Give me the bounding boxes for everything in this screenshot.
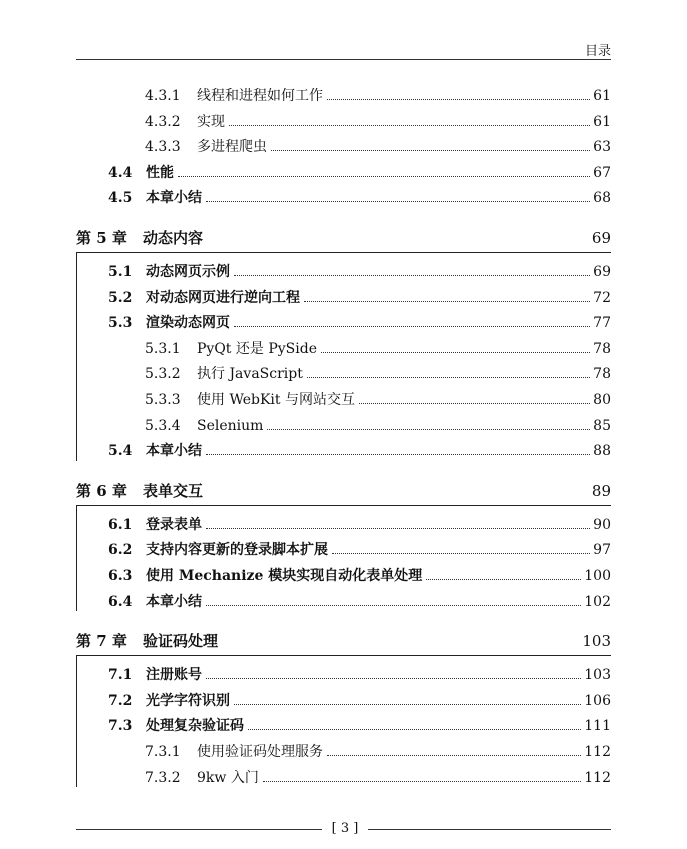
toc-entry-number: 6.3	[108, 568, 133, 584]
toc-entry[interactable]	[0, 691, 687, 711]
toc-entry-page: 90	[593, 516, 611, 533]
chapter-title: 表单交互	[143, 481, 204, 500]
dot-leader	[234, 326, 590, 327]
toc-entry[interactable]	[0, 716, 687, 736]
toc-entry-page: 78	[593, 340, 611, 357]
header-rule	[76, 59, 611, 60]
toc-entry[interactable]	[0, 416, 687, 436]
toc-entry-title: 多进程爬虫	[197, 139, 267, 156]
toc-entry-page: 63	[593, 139, 611, 156]
toc-entry-number: 5.4	[108, 443, 133, 460]
toc-entry-title: 光学字符识别	[146, 692, 230, 709]
chapter-page: 69	[591, 229, 611, 247]
toc-entry-title: Selenium	[197, 417, 264, 434]
chapter-label: 第 7 章	[76, 632, 127, 651]
dot-leader	[178, 176, 590, 177]
toc-entry-title: 对动态网页进行逆向工程	[146, 289, 300, 306]
dot-leader	[327, 99, 590, 100]
toc-entry-number: 7.2	[108, 692, 133, 709]
toc-entry-number: 5.1	[108, 264, 133, 280]
toc-entry-page: 106	[584, 692, 611, 709]
toc-entry-title: 使用 Mechanize 模块实现自动化表单处理	[146, 568, 423, 584]
dot-leader	[267, 429, 590, 430]
toc-entry-page: 77	[593, 315, 611, 332]
dot-leader	[327, 755, 581, 756]
toc-entry-title: 9kw 入门	[197, 769, 259, 786]
toc-entry-title: 支持内容更新的登录脚本扩展	[146, 542, 328, 559]
toc-entry[interactable]	[0, 390, 687, 410]
toc-entry-number: 7.1	[108, 667, 133, 684]
toc-entry[interactable]	[0, 665, 687, 685]
chapter-heading[interactable]	[76, 629, 611, 653]
chapter-page: 89	[591, 481, 611, 500]
chapter-side-rule	[76, 655, 77, 787]
toc-entry-title: 注册账号	[146, 667, 202, 684]
toc-entry-number: 4.3.3	[145, 139, 181, 156]
toc-entry-number: 6.1	[108, 516, 133, 533]
toc-entry-number: 5.3.2	[145, 366, 181, 383]
toc-entry-title: 本章小结	[146, 443, 202, 460]
dot-leader	[229, 125, 590, 126]
toc-entry-title: 动态网页示例	[146, 264, 230, 280]
toc-entry-number: 4.3.2	[145, 113, 181, 130]
dot-leader	[271, 150, 590, 151]
dot-leader	[206, 678, 581, 679]
toc-entry-title: 本章小结	[146, 190, 202, 207]
toc-entry[interactable]	[0, 288, 687, 308]
footer-page-number: [ 3 ]	[331, 821, 359, 836]
dot-leader	[206, 454, 590, 455]
toc-entry-title: 执行 JavaScript	[197, 366, 303, 383]
toc-entry-title: 使用 WebKit 与网站交互	[197, 392, 355, 408]
toc-entry-number: 7.3	[108, 718, 133, 735]
toc-entry[interactable]	[0, 540, 687, 560]
chapter-heading[interactable]	[76, 226, 611, 250]
dot-leader	[234, 704, 581, 705]
dot-leader	[332, 553, 590, 554]
toc-entry-number: 5.2	[108, 289, 133, 306]
chapter-page: 103	[582, 632, 611, 651]
toc-entry[interactable]	[0, 566, 687, 586]
toc-entry-page: 112	[584, 769, 611, 786]
chapter-title: 验证码处理	[143, 632, 219, 651]
toc-entry[interactable]	[0, 768, 687, 788]
toc-entry-page: 103	[584, 667, 611, 684]
toc-entry[interactable]	[0, 742, 687, 762]
toc-entry-page: 102	[584, 593, 611, 610]
toc-entry-title: 渲染动态网页	[146, 315, 230, 332]
toc-entry-number: 7.3.1	[145, 744, 181, 760]
toc-entry-page: 67	[593, 164, 611, 181]
toc-entry-title: 处理复杂验证码	[146, 718, 244, 735]
toc-entry[interactable]	[0, 515, 687, 535]
toc-entry-title: PyQt 还是 PySide	[197, 340, 317, 357]
toc-entry-number: 5.3.3	[145, 392, 181, 408]
dot-leader	[206, 528, 590, 529]
toc-entry[interactable]	[0, 339, 687, 359]
toc-entry-number: 7.3.2	[145, 769, 181, 786]
toc-entry-page: 88	[593, 443, 611, 460]
toc-entry-number: 4.5	[108, 190, 133, 207]
toc-entry-page: 78	[593, 366, 611, 383]
dot-leader	[304, 301, 590, 302]
running-header: 目录	[584, 44, 611, 59]
toc-entry-page: 61	[593, 88, 611, 104]
toc-entry-title: 实现	[197, 113, 225, 130]
toc-entry-number: 4.3.1	[145, 88, 181, 104]
toc-entry-title: 本章小结	[146, 593, 202, 610]
toc-entry-title: 性能	[146, 164, 174, 181]
chapter-rule	[76, 252, 611, 253]
toc-entry-page: 69	[593, 264, 611, 280]
toc-entry[interactable]	[0, 313, 687, 333]
chapter-heading[interactable]	[76, 479, 611, 503]
toc-entry[interactable]	[0, 441, 687, 461]
toc-entry-number: 6.4	[108, 593, 133, 610]
toc-entry[interactable]	[0, 592, 687, 612]
chapter-label: 第 5 章	[76, 229, 127, 247]
toc-entry[interactable]	[0, 112, 687, 132]
chapter-side-rule	[76, 505, 77, 611]
toc-entry-page: 68	[593, 190, 611, 207]
toc-entry-title: 使用验证码处理服务	[197, 744, 323, 760]
toc-entry-page: 112	[584, 744, 611, 760]
toc-entry-number: 5.3.1	[145, 340, 181, 357]
dot-leader	[307, 377, 590, 378]
chapter-label: 第 6 章	[76, 481, 127, 500]
footer-rule-left	[76, 829, 322, 830]
toc-entry-page: 61	[593, 113, 611, 130]
dot-leader	[206, 201, 590, 202]
toc-entry-number: 5.3	[108, 315, 133, 332]
dot-leader	[206, 605, 581, 606]
toc-entry[interactable]	[0, 364, 687, 384]
toc-entry[interactable]	[0, 188, 687, 208]
toc-entry-title: 登录表单	[146, 516, 202, 533]
toc-entry-page: 72	[593, 289, 611, 306]
dot-leader	[248, 729, 581, 730]
toc-entry-page: 85	[593, 417, 611, 434]
toc-entry-page: 111	[584, 718, 611, 735]
toc-entry[interactable]	[0, 137, 687, 157]
page-number: 3	[340, 821, 350, 836]
dot-leader	[426, 579, 581, 580]
toc-entry-page: 100	[584, 568, 611, 584]
toc-entry-page: 97	[593, 542, 611, 559]
toc-entry[interactable]	[0, 163, 687, 183]
dot-leader	[234, 275, 590, 276]
dot-leader	[263, 781, 581, 782]
chapter-title: 动态内容	[143, 229, 204, 247]
dot-leader	[359, 403, 590, 404]
toc-entry-title: 线程和进程如何工作	[197, 88, 323, 104]
chapter-rule	[76, 505, 611, 506]
toc-entry-number: 4.4	[108, 164, 133, 181]
toc-entry-number: 6.2	[108, 542, 133, 559]
chapter-rule	[76, 655, 611, 656]
toc-entry-number: 5.3.4	[145, 417, 181, 434]
toc-entry[interactable]	[0, 86, 687, 106]
toc-entry-page: 80	[593, 392, 611, 408]
footer-rule-right	[368, 829, 611, 830]
dot-leader	[321, 352, 590, 353]
toc-entry[interactable]	[0, 262, 687, 282]
chapter-side-rule	[76, 252, 77, 461]
